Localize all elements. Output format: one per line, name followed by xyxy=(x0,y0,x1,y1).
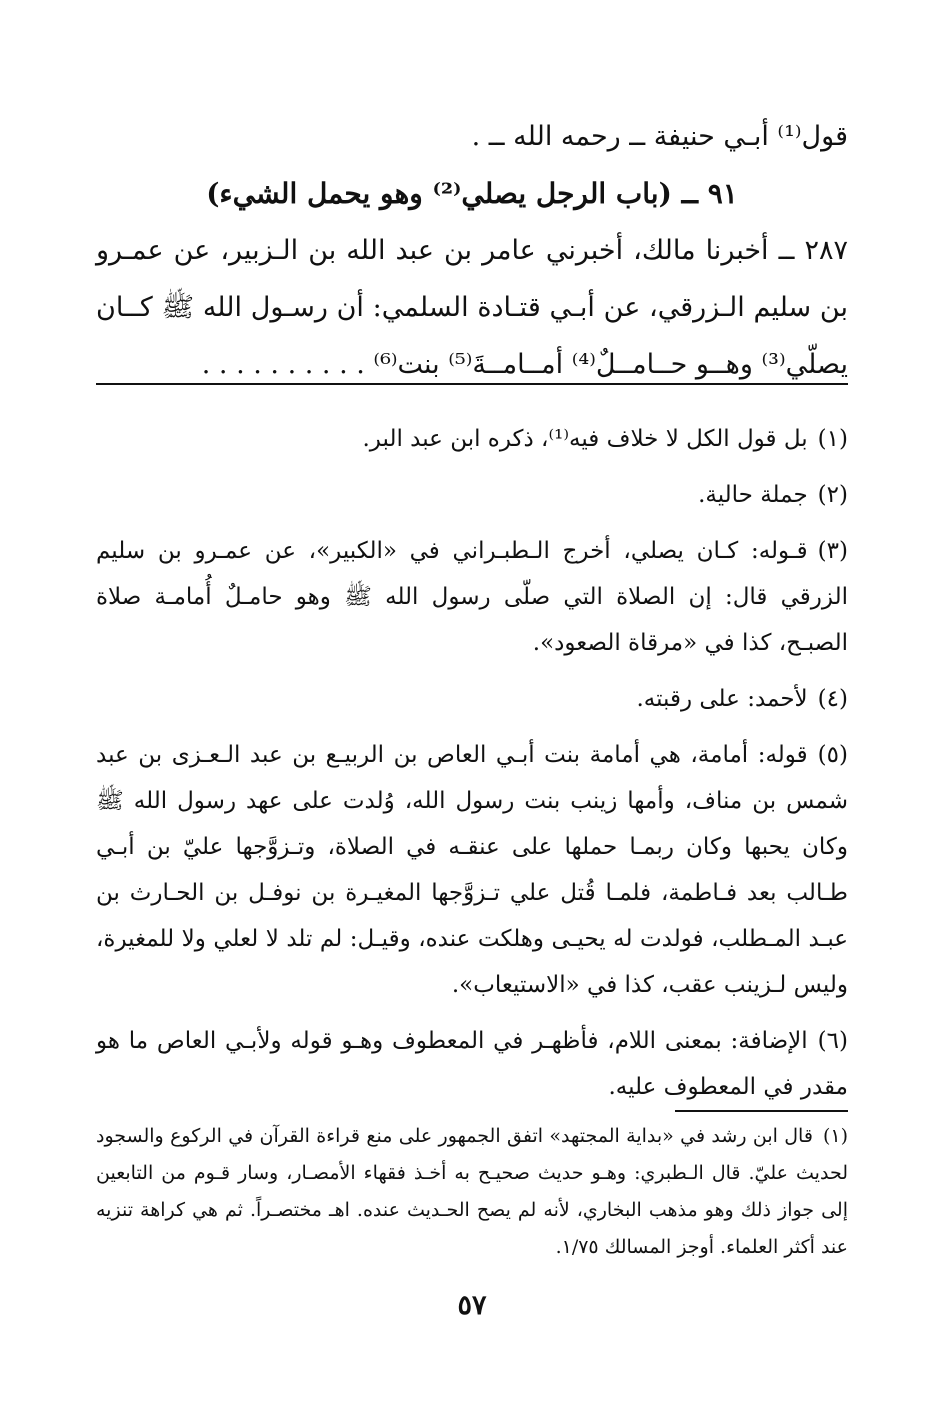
sub-footnote-number: (١) xyxy=(822,1125,848,1147)
sub-footnote xyxy=(96,1118,848,1266)
hadith-text: ٢٨٧ ــ أخبرنا مالك، أخبرني عامر بن عبد الله بن الـزبير، عن عمـرو بن سليم الـزرقي، عن أبـي قتـادة السلمي: أن رسـول الله ﷺ كــان يصلّي⁽³⁾ وهــو حــامــلٌ⁽⁴⁾ أمــامــةَ⁽⁵⁾ بنت⁽⁶⁾ . . . . . . . . . . xyxy=(96,235,848,380)
footnote xyxy=(96,528,848,666)
footnote-text: قـوله: كـان يصلي، أخرج الـطبـراني في «الكبير»، عن عمـرو بن سليم الزرقي قال: إن الصلاة التي صلّى رسول الله ﷺ وهو حامـلٌ أُمامـة صلاة الصبـح، كذا في «مرقاة الصعود». xyxy=(96,538,848,656)
footnote-number: (٤) xyxy=(817,686,848,712)
main-divider xyxy=(96,383,848,385)
footnote xyxy=(96,732,848,1008)
chapter-heading: ٩١ ــ (باب الرجل يصلي⁽²⁾ وهو يحمل الشيء) xyxy=(206,177,738,210)
footnote xyxy=(96,472,848,518)
main-text xyxy=(96,108,848,393)
footnote xyxy=(96,676,848,722)
footnote-number: (٦) xyxy=(817,1028,848,1054)
page-number: ٥٧ xyxy=(457,1290,487,1321)
footnote-number: (٣) xyxy=(817,538,848,564)
footnote-text: جملة حالية. xyxy=(698,482,808,508)
opening-line: قول⁽¹⁾ أبـي حنيفة ــ رحمه الله ــ . xyxy=(471,121,848,152)
sub-footnote-text: قال ابن رشد في «بداية المجتهد» اتفق الجمهور على منع قراءة القرآن في الركوع والسجود لحديث عليّ. قال الـطبري: وهـو حديث صحيـح به أخـذ فقهاء الأمصـار، وسار قـوم من التابعين إلى جواز ذلك وهو مذهب البخاري، لأنه لم يصح الحـديث عنده. اهـ مختصـراً. ثم هي كراهة تنزيه عند أكثر العلماء. أوجز المسالك ١/٧٥. xyxy=(96,1125,848,1258)
footnote-text: لأحمد: على رقبته. xyxy=(636,686,808,712)
footnote-number: (٢) xyxy=(817,482,848,508)
footnote-text: بل قول الكل لا خلاف فيه⁽¹⁾، ذكره ابن عبد البر. xyxy=(362,426,808,452)
footnotes xyxy=(96,416,848,1120)
footnote-number: (٥) xyxy=(817,742,848,768)
subnote-divider xyxy=(675,1110,848,1112)
sub-footnote-paragraph xyxy=(96,1118,848,1266)
footnote-text: قوله: أمامة، هي أمامة بنت أبـي العاص بن الربيـع بن عبد الـعـزى بن عبد شمس بن مناف، وأمها زينب بنت رسول الله، وُلدت على عهد رسول الله ﷺ وكان يحبها وكان ربمـا حملها على عنقـه في الصلاة، وتـزوَّجها عليّ بن أبـي طـالب بعد فـاطمة، فلمـا قُتل علي تـزوَّجها المغيـرة بن نوفـل بن الحـارث بن عبـد المـطلب، فولدت له يحيـى وهلكت عنده، وقيـل: لم تلد لا لعلي ولا للمغيرة، وليس لـزينب عقب، كذا في «الاستيعاب». xyxy=(96,742,848,998)
footnote xyxy=(96,416,848,462)
footnote-text: الإضافة: بمعنى اللام، فأظهـر في المعطوف وهـو قوله ولأبـي العاص ما هو مقدر في المعطوف عليه. xyxy=(96,1028,848,1100)
footnote-number: (١) xyxy=(817,426,848,452)
footnote xyxy=(96,1018,848,1110)
